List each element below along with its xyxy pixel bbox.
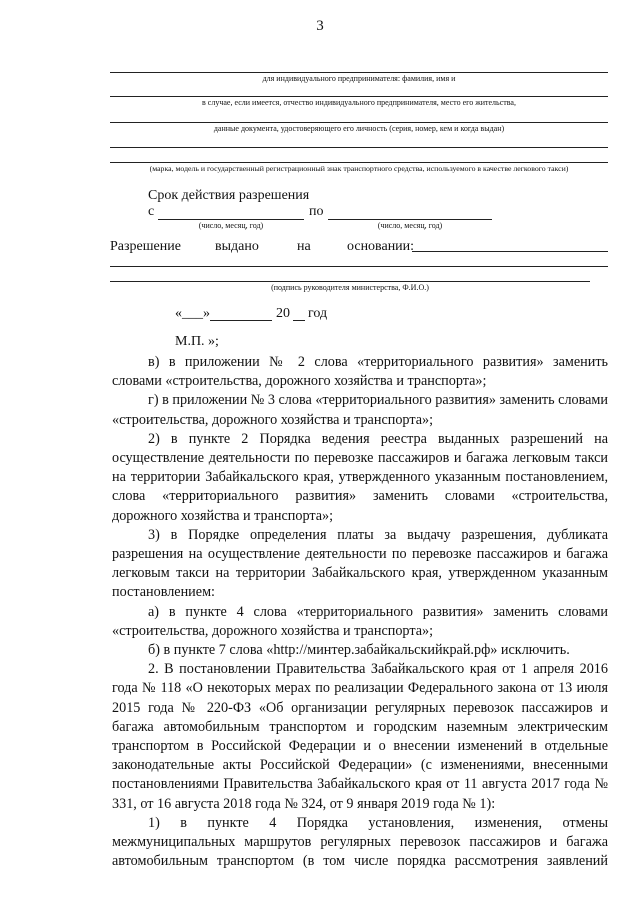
paragraph: 1) в пункте 4 Порядка установления, изменения, отмены межмуниципальных маршрутов регулярных перевозок пассажиров и багажа автомобильным транспортом (в том числе порядка рассмотрения заявлений (112, 814, 608, 870)
paragraph: 3) в Порядке определения платы за выдачу разрешения, дубликата разрешения на осуществление деятельности по перевозке пассажиров и багажа легковым такси на территории Забайкальского края, утвержденном указанным постановлением: (112, 526, 608, 601)
validity-from-label: с (148, 204, 155, 219)
caption-vehicle: (марка, модель и государственный регистрационный знак транспортного средства, используемого в качестве легкового такси) (149, 164, 569, 173)
paragraph: г) в приложении № 3 слова «территориального развития» заменить словами «строительства, дорожного хозяйства и транспорта»; (112, 392, 608, 428)
date-to-caption: (число, месяц, год) (377, 221, 443, 230)
document-body (112, 353, 608, 871)
date-from-line (158, 219, 304, 220)
caption-applicant-residence: в случае, если имеется, отчество индивидуального предпринимателя, место его жительства, (202, 98, 516, 107)
caption-applicant-name: для индивидуального предпринимателя: фамилия, имя и (262, 74, 456, 83)
date-year-prefix: 20 (276, 306, 290, 321)
basis-line (412, 251, 608, 252)
signature-line (110, 281, 590, 282)
date-year-suffix: год (308, 306, 328, 321)
fill-line (110, 122, 608, 123)
issued-word-4: основании: (347, 239, 415, 254)
validity-to-label: по (309, 204, 324, 219)
date-from-caption: (число, месяц, год) (198, 221, 264, 230)
issued-word-2: выдано (215, 239, 259, 254)
issued-word-1: Разрешение (110, 239, 181, 254)
date-year-line (293, 320, 305, 321)
caption-identity-document: данные документа, удостоверяющего его личность (серия, номер, кем и когда выдан) (213, 124, 505, 133)
validity-title: Срок действия разрешения (148, 188, 310, 203)
fill-line (110, 147, 608, 148)
paragraph: в) в приложении № 2 слова «территориального развития» заменить словами «строительства, дорожного хозяйства и транспорта»; (112, 354, 608, 390)
signature-caption: (подпись руководителя министерства, Ф.И.О.) (271, 283, 429, 292)
fill-line (110, 162, 608, 163)
page-number: 3 (316, 18, 324, 34)
date-day: «___» (175, 306, 210, 321)
stamp-mark: М.П. »; (175, 334, 219, 349)
paragraph: 2. В постановлении Правительства Забайкальского края от 1 апреля 2016 года № 118 «О некоторых мерах по реализации Федерального закона от 13 июля 2015 года № 220-ФЗ «Об организации регулярных перевозок пассажиров и багажа автомобильным транспортом и городским наземным электрическим транспортом в Российской Федерации и о внесении изменений в отдельные законодательные акты Российской Федерации» (с изменениями, внесенными постановлениями Правительства Забайкальского края от 11 августа 2017 года № 331, от 16 августа 2018 года № 324, от 9 января 2019 года № 1): (112, 661, 608, 812)
fill-line (110, 72, 608, 73)
paragraph: 2) в пункте 2 Порядка ведения реестра выданных разрешений на осуществление деятельности по перевозке пассажиров и багажа легковым такси на территории Забайкальского края, утвержденного указанным постановлением, слова «территориального развития» заменить словами «строительства, дорожного хозяйства и транспорта»; (112, 430, 608, 524)
paragraph: а) в пункте 4 слова «территориального развития» заменить словами «строительства, дорожного хозяйства и транспорта»; (112, 603, 608, 639)
basis-line-2 (110, 266, 608, 267)
issued-word-3: на (297, 239, 311, 254)
paragraph: б) в пункте 7 слова «http://минтер.забайкальскийкрай.рф» исключить. (148, 642, 570, 659)
date-to-line (328, 219, 492, 220)
fill-line (110, 96, 608, 97)
date-month-line (210, 320, 272, 321)
